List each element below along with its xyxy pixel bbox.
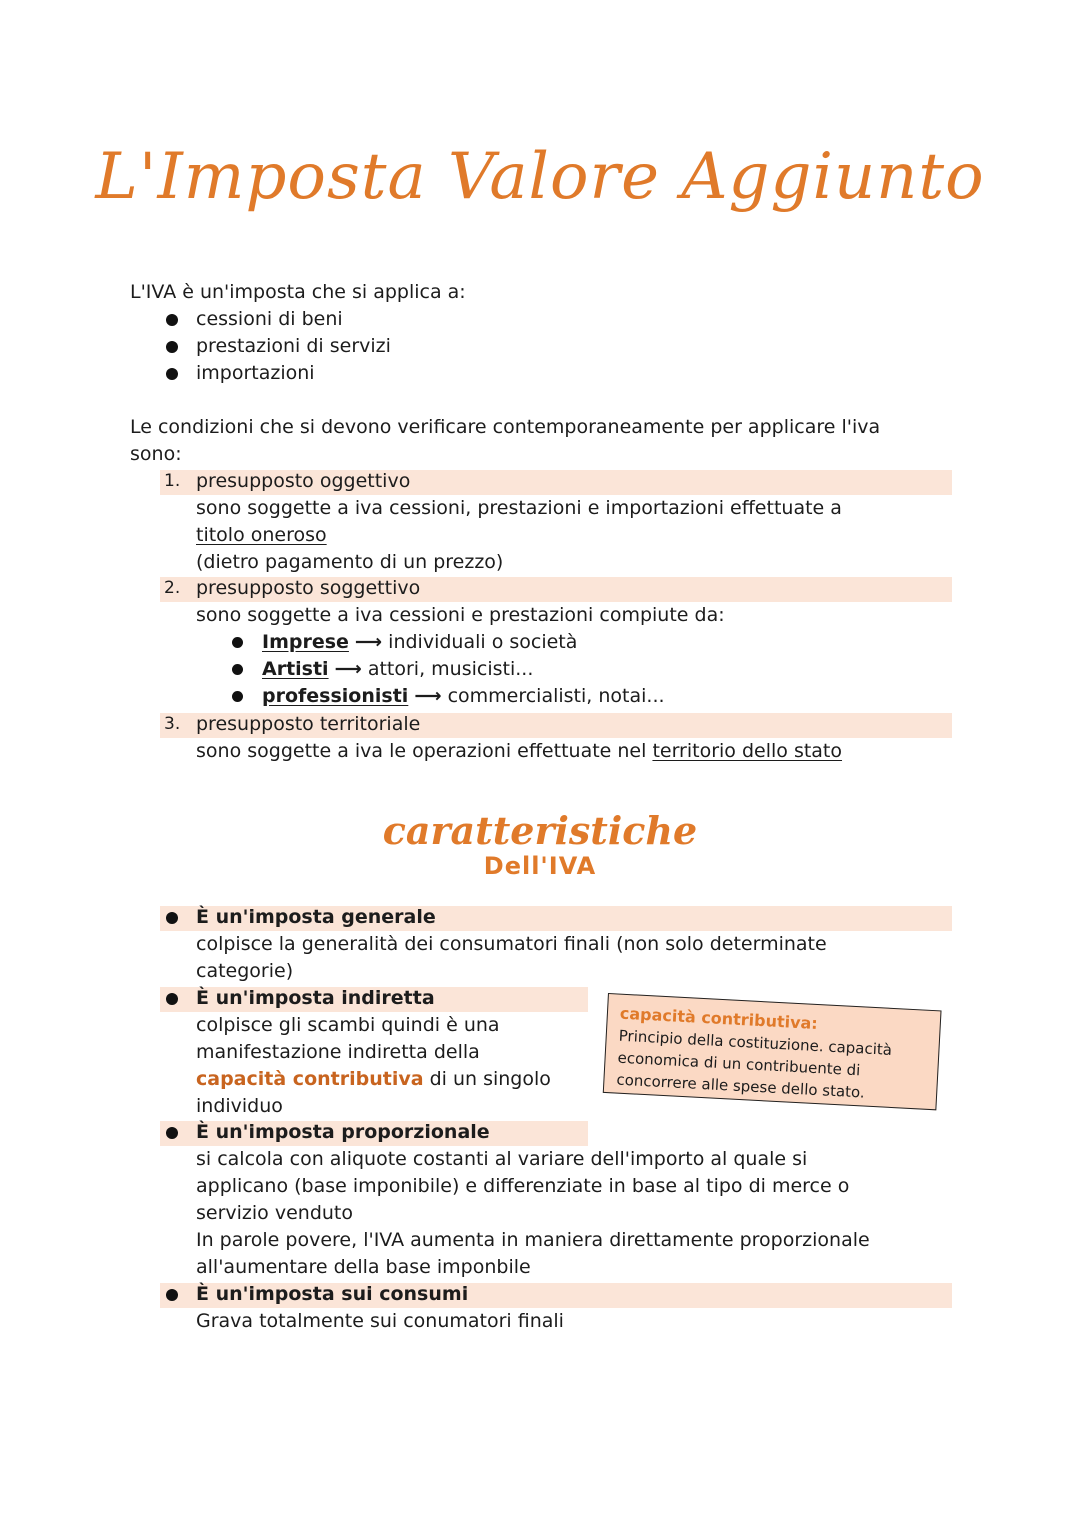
condition-text: sono soggette a iva cessioni, prestazioni e importazioni effettuate a [196,497,842,519]
intro-item: cessioni di beni [196,308,343,330]
arrow-right-icon: ⟶ [354,631,383,653]
bullet [166,1289,178,1301]
bullet [166,368,178,380]
bullet [166,1127,178,1139]
feature-heading: È un'imposta generale [196,906,436,928]
section-subtitle: Dell'IVA [483,852,597,880]
feature-text: applicano (base imponibile) e differenziate in base al tipo di merce o [196,1175,850,1197]
bullet [166,314,178,326]
subject-term: Imprese [262,631,349,653]
intro-item: prestazioni di servizi [196,335,391,357]
feature-text-part: di un singolo [423,1068,551,1090]
condition-term: titolo oneroso [196,524,327,546]
note-body: Principio della costituzione. capacità economica di un contribuente di concorrere alle spese dello stato. [616,1026,893,1102]
condition-term: territorio dello stato [652,740,843,762]
condition-heading: presupposto soggettivo [196,577,421,599]
feature-text: colpisce la generalità dei consumatori finali (non solo determinate [196,933,827,955]
arrow-right-icon: ⟶ [414,685,442,707]
list-number: 2. [164,578,181,598]
feature-text [196,1066,551,1093]
condition-text: (dietro pagamento di un prezzo) [196,551,504,573]
feature-text: all'aumentare della base imponbile [196,1256,531,1278]
feature-text: individuo [196,1095,283,1117]
condition-text-part: sono soggette a iva le operazioni effettuate nel [196,740,653,762]
subject-desc: individuali o società [388,631,578,653]
feature-text: servizio venduto [196,1202,353,1224]
condition-heading: presupposto territoriale [196,713,421,735]
feature-text: si calcola con aliquote costanti al variare dell'importo al quale si [196,1148,808,1170]
feature-text: manifestazione indiretta della [196,1041,480,1063]
bullet [232,637,243,648]
definition-note [603,993,942,1110]
subject-item [262,656,533,683]
page-title: L'Imposta Valore Aggiunto [95,140,985,214]
condition-text: sono soggette a iva cessioni e prestazioni compiute da: [196,604,725,626]
note-title: capacità contributiva: [619,1003,819,1034]
bullet [166,912,178,924]
feature-heading: È un'imposta sui consumi [196,1283,469,1305]
conditions-intro-cont: sono: [130,443,182,465]
condition-text [196,738,842,765]
list-number: 3. [164,714,181,734]
intro-text: L'IVA è un'imposta che si applica a: [130,281,466,303]
feature-text: In parole povere, l'IVA aumenta in maniera direttamente proporzionale [196,1229,870,1251]
bullet [166,993,178,1005]
intro-item: importazioni [196,362,315,384]
bullet [232,691,243,702]
feature-heading: È un'imposta proporzionale [196,1121,490,1143]
subject-term: Artisti [262,658,329,680]
subject-item [262,683,665,710]
subject-desc: commercialisti, notai... [447,685,665,707]
bullet [166,341,178,353]
feature-heading: È un'imposta indiretta [196,987,435,1009]
section-title: caratteristiche [382,808,698,853]
feature-text: categorie) [196,960,294,982]
list-number: 1. [164,471,181,491]
subject-desc: attori, musicisti... [367,658,534,680]
bullet [232,664,243,675]
feature-text: colpisce gli scambi quindi è una [196,1014,500,1036]
subject-item [262,629,577,656]
feature-text: Grava totalmente sui conumatori finali [196,1310,564,1332]
arrow-right-icon: ⟶ [334,658,362,680]
feature-term: capacità contributiva [196,1068,424,1090]
condition-heading: presupposto oggettivo [196,470,411,492]
subject-term: professionisti [262,685,409,707]
conditions-intro: Le condizioni che si devono verificare contemporaneamente per applicare l'iva [130,416,881,438]
